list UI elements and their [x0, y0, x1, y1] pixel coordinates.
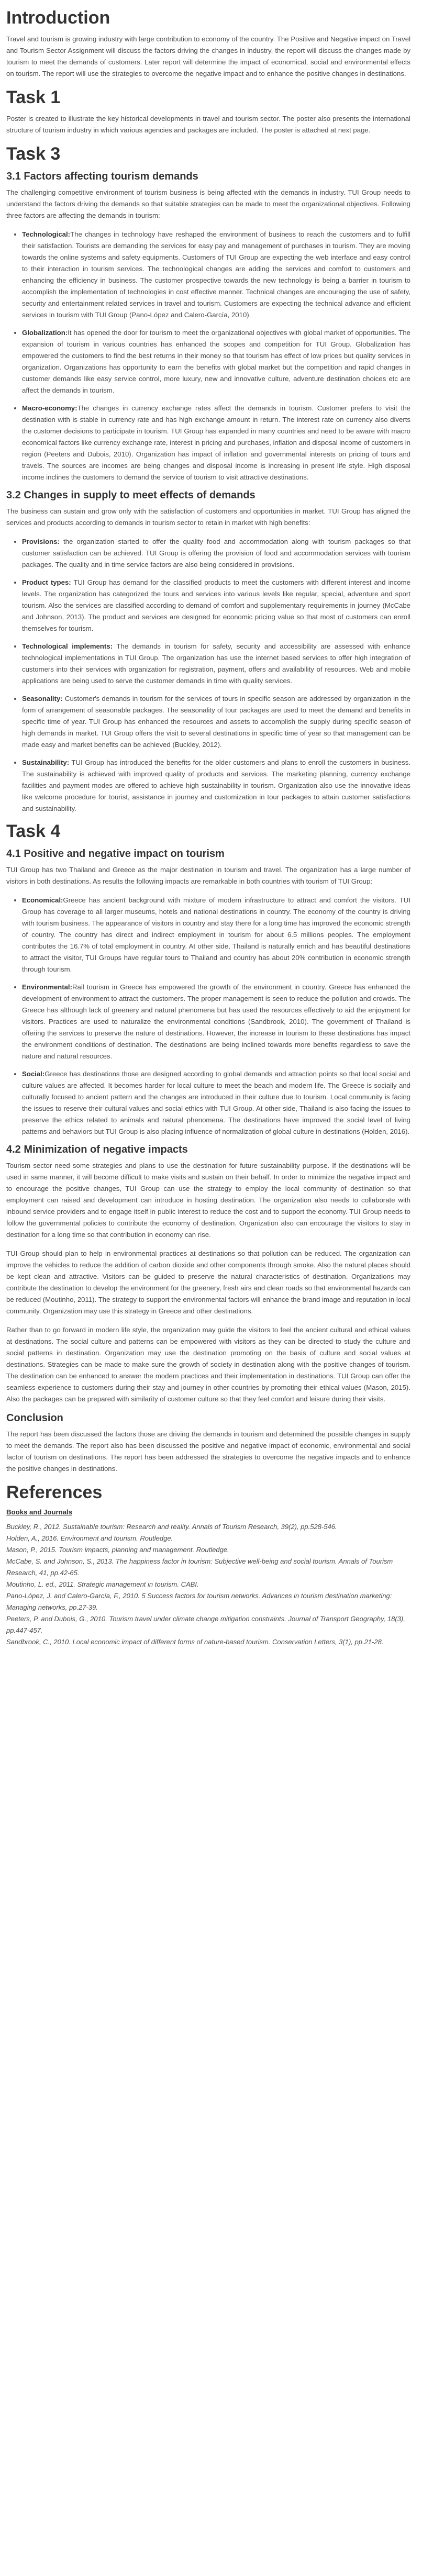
reference-item: Moutinho, L. ed., 2011. Strategic management in tourism. CABI. — [6, 1580, 199, 1588]
intro-paragraph: Travel and tourism is growing industry with large contribution to economy of the country. The Positive and Negative impact on Travel and Tourism Sector Assignment will discuss the factors driving the changes in industry, the report will discuss the changes made by tourism to meet the demands of customers. Later report will determine the impact of economical, social and environmental effects on tourism. The report will use the strategies to overcome the negative impact and to enhance the positive changes in destinations. — [6, 35, 410, 77]
s41-list — [6, 895, 410, 1138]
reference-item: Sandbrook, C., 2010. Local economic impact of different forms of nature-based tourism. Conservation Letters, 3(1), pp.21-28. — [6, 1638, 384, 1646]
list-item: • Social:Greece has destinations those are designed according to global demands and attraction points so that local social and culture values are affected. It becomes harder for local culture to meet the beach and modern life. The Greece is socially and culturally focused to ancient pattern and the changes are introduced in their culture due to tourism. Local community is facing the issues to reserve their cultural values and social ethics with TUI Group. At other side, Thailand is also facing the issues to preserve the ethics related to animals and natural phenomena. The destinations have improved the social level of living patterns and behaviors but TUI Group is also placing influence of normalization of global culture in destinations (Holden, 2016). — [22, 1068, 410, 1138]
s31-list — [6, 229, 410, 483]
s32-list — [6, 536, 410, 815]
list-item: • Macro-economy:The changes in currency exchange rates affect the demands in tourism. Customer prefers to visit the destination with is stable in currency rate and has high exchange amount in return. The interest rate on currency also diverts the customer decisions to participate in tourism. TUI Group has expanded in many countries and need to be aware with macro economical factors like currency exchange rate, interest in pricing and purchases, inflation and disposal income of customers in region (Peeters and Dubois, 2010). Organization has impact of inflation and governmental interests on pricing of tours and travels. The sources are incomes are being changes and disposal income is increasing in present life style. High disposal income inclines the customers to demand the service of tourism to visit attractive destinations. — [22, 403, 410, 483]
heading-3-1: 3.1 Factors affecting tourism demands — [6, 171, 198, 182]
list-item: • Technological:The changes in technology have reshaped the environment of business to reach the customers and to fulfill their satisfaction. Tourists are demanding the services for easy pay and management of purchases in tourism. They are moving towards the online systems and safety equipments. Customers of TUI Group are expecting the web interface and easy control to their interaction in tourism services. The technological changes are adding the services and comfort to customers and enhancing the efficiency in business. The customer prospective towards the new technology is being a barrier in tourism to accomplish the implementation of technologies in cost effective manner. Technical changes are encouraging the use of safety, security and entertainment related services in travel and tourism. Customers are expecting the technical advance and efficient services in tourism with TUI Group (Pano-López and Calero-García, 2010). — [22, 229, 410, 321]
conclusion-paragraph: The report has been discussed the factors those are driving the demands in tourism and determined the possible changes in supply to meet the demands. The report also has been discussed the positive and negative impact of economic, environmental and social factor of tourism on destinations. The report has been addressed the strategies to overcome the negative impacts and to enhance the positive changes in destinations. — [6, 1430, 410, 1473]
heading-references: References — [6, 1482, 103, 1502]
heading-conclusion: Conclusion — [6, 1412, 63, 1424]
list-item: • Globalization:It has opened the door for tourism to meet the organizational objectives with global market of opportunities. The expansion of tourism in various countries has enhanced the scopes and competition for TUI Group. Globalization has empowered the customers to find the best returns in their money so that tourism has effect of low prices but quality services in organization. Organizations has opportunity to earn the benefits with global market but the competition and rapid changes in customer demands like easy service control, more luxury, new and innovative culture, adventure destination choices etc are affect the demands in tourism. — [22, 327, 410, 396]
heading-4-2: 4.2 Minimization of negative impacts — [6, 1144, 188, 1155]
reference-item: Peeters, P. and Dubois, G., 2010. Tourism travel under climate change mitigation constraints. Journal of Transport Geography, 18(3), pp.447-457. — [6, 1615, 405, 1634]
task1-paragraph: Poster is created to illustrate the key historical developments in travel and tourism sector. The poster also presents the international structure of tourism industry in which various agencies and packages are included. The poster is attached at next page. — [6, 115, 410, 134]
heading-task3: Task 3 — [6, 144, 61, 164]
heading-introduction: Introduction — [6, 8, 110, 28]
list-item: • Economical:Greece has ancient background with mixture of modern infrastructure to attract and comfort the visitors. TUI Group has coverage to all larger museums, hotels and national destinations in country. The economy of the country is driving with tourism business. The appearance of visitors in country and stay there for a long time has improved the economic strength of country. The country has direct and indirect employment in tourism for about 6.5 millions peoples. The employment contributes the 16.7% of total employment in country. At other side, Thailand is naturally enrich and has beautiful destinations to attract the visitor, TUI Groups have regular tours to Thailand and country has about 20% contribution in economic strength through tourism. — [22, 895, 410, 975]
reference-item: McCabe, S. and Johnson, S., 2013. The happiness factor in tourism: Subjective well-being and social tourism. Annals of Tourism Research, 41, pp.42-65. — [6, 1557, 393, 1577]
list-item: • Seasonality: Customer's demands in tourism for the services of tours in specific season are addressed by organization in the form of arrangement of seasonable packages. The seasonality of tour packages are used to meet the demand and benefits in specific time of year. TUI Group has enhanced the resources and assets to accomplish the supply during specific season of high demands in market. TUI Group offers the visit to several destinations in specific time of year so that management can be made easy and market benefits can be achieved (Buckley, 2012). — [22, 693, 410, 751]
s42-paragraph-3: Rather than to go forward in modern life style, the organization may guide the visitors to feel the ancient cultural and ethical values at destinations. The social culture and patterns can be empowered with visitors as they can be directed to study the culture and social patterns in destination. Organization may use the destination promoting on the basis of culture and social values at destinations. Strategies can be made to make sure the growth of society in destination along with the positive changes of tourism. The destination can be enhanced to answer the modern practices and their implementation in destinations. TUI Group can offer the seamless experience to customers during their stay and journey in other countries by promoting their ethical values (Mason, 2015). Also the packages can be prepared with similarity of customer culture so that they feel comfort and leisure during their visits. — [6, 1326, 410, 1403]
list-item: • Sustainability: TUI Group has introduced the benefits for the older customers and plans to enroll the customers in business. The sustainability is achieved with improved quality of products and services. The marketing planning, currency exchange facilities and payment modes are offered to achieve high sustainability in tourism. Organization also use the innovative ideas like welcome procedure for tourist, assistance in journey and customization in tour packages to attain customer satisfactions and sustainability. — [22, 757, 410, 815]
references-subheading: Books and Journals — [6, 1508, 73, 1516]
list-item: • Provisions: the organization started to offer the quality food and accommodation along with tourism packages so that customer satisfaction can be achieved. TUI Group is offering the provision of food and accommodation services with tourism packages. The quality and in time service factors are also being considered in provisions. — [22, 536, 410, 571]
heading-3-2: 3.2 Changes in supply to meet effects of demands — [6, 489, 256, 501]
reference-item: Holden, A., 2016. Environment and tourism. Routledge. — [6, 1534, 173, 1542]
s42-paragraph-2: TUI Group should plan to help in environmental practices at destinations so that pollution can be reduced. The organization can improve the vehicles to reduce the addition of carbon dioxide and other components through smoke. Also the natural places should be kept clean and attractive. Visitors can be guided to preserve the natural characteristics of destination. Organizations may contribute the destination to develop the environment for the greenery, fresh airs and clean roads so that environmental hazards can be reduced (Moutinho, 2011). The strategy to support the environmental factors will enhance the brand image and reputation in local community. Organization may use this strategy in Greece and other destinations. — [6, 1250, 410, 1315]
heading-4-1: 4.1 Positive and negative impact on tourism — [6, 848, 225, 860]
s32-paragraph: The business can sustain and grow only with the satisfaction of customers and opportunities in market. TUI Group has aligned the services and products according to demands in tourism sector to retain in market with high benefits: — [6, 507, 410, 527]
reference-item: Pano-López, J. and Calero-García, F., 2010. 5 Success factors for tourism networks. Advances in tourism destination marketing: Managing networks, pp.27-39. — [6, 1592, 392, 1611]
s41-paragraph: TUI Group has two Thailand and Greece as the major destination in tourism and travel. The organization has a large number of visitors in both destinations. As results the following impacts are remarkable in both countries with tourism of TUI Group: — [6, 866, 410, 885]
s42-paragraph-1: Tourism sector need some strategies and plans to use the destination for future sustainability purpose. If the destinations will be used in same manner, it will become difficult to make visits and sustain on their behalf. In order to minimize the negative impact and to encourage the positive changes, TUI Group can use the strategy to employ the local community of destination so that employment can raised and development can introduce in hosting destination. The organization also needs to collaborate with inbound service providers and to engage itself in public interest to reduce the cost and to support the economy. TUI Group needs to follow the governmental policies to contribute the economy of destination. Organization also can encourage the visitors to stay in destination for a long time so that contribution in economy can rise. — [6, 1162, 410, 1239]
heading-task1: Task 1 — [6, 87, 61, 107]
heading-task4: Task 4 — [6, 821, 61, 841]
reference-item: Mason, P., 2015. Tourism impacts, planning and management. Routledge. — [6, 1546, 229, 1554]
s31-paragraph: The challenging competitive environment of tourism business is being affected with the demands in industry. TUI Group needs to understand the factors driving the demands so that suitable strategies can be made to meet the organizational objectives. Following three factors are affecting the demands in tourism: — [6, 188, 410, 219]
references-list — [6, 1521, 410, 1648]
list-item: • Technological implements: The demands in tourism for safety, security and accessibility are assessed with enhance technological implementations in TUI Group. The organization has use the internet based services to offer high integration of customers into their services with organization for registration, payment, offers and availability of resources. Web and mobile applications are being used to serve the customer demands in time with quality services. — [22, 641, 410, 687]
reference-item: Buckley, R., 2012. Sustainable tourism: Research and reality. Annals of Tourism Research, 39(2), pp.528-546. — [6, 1523, 337, 1531]
list-item: • Product types: TUI Group has demand for the classified products to meet the customers with different interest and income levels. The organization has categorized the tours and services into various levels like regular, special, adventure and sport tourism. Also the services are classified according to demand of comfort and supplementary requirements in journey (McCabe and Johnson, 2013). The product and services are designed for economic pricing value so that most of customers can enroll themselves for tourism. — [22, 577, 410, 634]
list-item: • Environmental:Rail tourism in Greece has empowered the growth of the environment in country. Greece has enhanced the development of environment to attract the customers. The proper management is seen to reduce the pollution and crowds. The Greece has although lack of greenery and natural phenomena but has used the resources effectively to aid the enjoyment for visitors. Practices are used to naturalize the environmental conditions (Sandbrook, 2010). The government of Thailand is offering the services to preserve the nature of destinations. However, the increase in tourism to these destinations has impact the environment conditions of destination. The destinations are being inclined towards more benefits regardless to save the nature and natural resources. — [22, 982, 410, 1062]
